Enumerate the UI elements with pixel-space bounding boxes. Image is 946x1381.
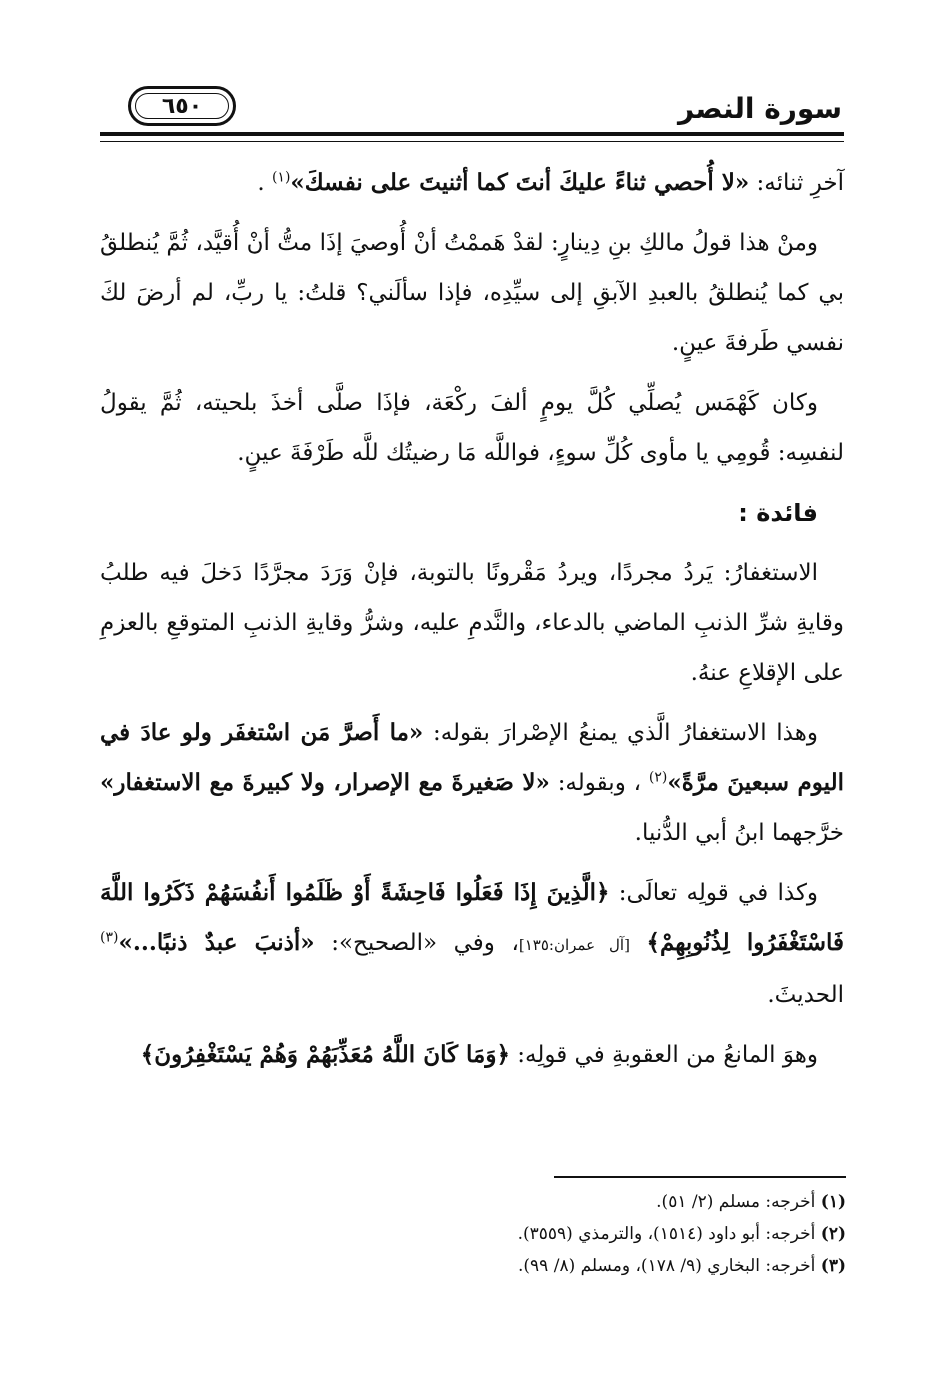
header-rule (100, 132, 844, 136)
p7-lead: وهوَ المانعُ من العقوبةِ في قولِه: (517, 1042, 818, 1068)
p6-lead: وكذا في قولِه تعالَى: (618, 880, 819, 906)
paragraph-7 (100, 1030, 844, 1080)
p5-quote-2: «لا صَغيرةَ مع الإصرار، ولا كبيرةَ مع الاستغفار» (100, 769, 550, 796)
paragraph-6 (100, 868, 844, 1020)
footnote-ref-2: (٢) (648, 769, 668, 786)
header-rule-thin (100, 141, 844, 143)
footnote-2 (102, 1218, 846, 1250)
p6-quote-2: «أذنبَ عبدٌ ذنبًا...» (118, 929, 315, 956)
p7-verse: ﴿وَمَا كَانَ اللَّهُ مُعَذِّبَهُمْ وَهُمْ يَسْتَغْفِرُونَ﴾ (140, 1041, 510, 1068)
p6-tail: الحديثَ. (767, 982, 844, 1008)
footnote-text: أخرجه: مسلم (٢/ ٥١). (656, 1192, 816, 1212)
section-heading: فائدة : (738, 499, 818, 527)
p1-quote: «لا أُحصي ثناءً عليكَ أنتَ كما أثنيتَ على نفسكَ» (290, 169, 750, 196)
footnote-number: (٣) (820, 1256, 846, 1276)
p1-lead: آخرِ ثنائه: (756, 170, 844, 196)
paragraph-2: ومنْ هذا قولُ مالكِ بنِ دِينارٍ: لقدْ هَممْتُ أنْ أُوصيَ إذَا متُّ أنْ أُقيَّد، ثُمَّ يُنطلقُ بي كما يُنطلقُ بالعبدِ الآبقِ إلى سيِّدِه، فإذا سألَني؟ قلتُ: يا ربِّ، لم أرضَ لكَ نفسي طَرفةَ عينٍ. (100, 230, 844, 356)
footnote-text: أخرجه: أبو داود (١٥١٤)، والترمذي (٣٥٥٩). (517, 1224, 816, 1244)
main-text (100, 158, 844, 1090)
p6-mid: ، وفي «الصحيح»: (331, 930, 519, 956)
footnote-3 (102, 1250, 846, 1282)
paragraph-4: الاستغفارُ: يَردُ مجردًا، ويردُ مَقْرونًا بالتوبة، فإنْ وَرَدَ مجرَّدًا دَخلَ فيه طلبُ وقايةِ شرِّ الذنبِ الماضي بالدعاء، والنَّدمِ عليه، وشرُّ وقايةِ الذنبِ المتوقعِ بالعزمِ على الإقلاعِ عنهُ. (100, 560, 844, 686)
p5-lead: وهذا الاستغفارُ الَّذي يمنعُ الإصْرارَ بقوله: (432, 720, 818, 746)
page-number-badge (128, 86, 236, 126)
page-header (100, 78, 844, 134)
p6-verse: ﴿الَّذِينَ إِذَا فَعَلُوا فَاحِشَةً أَوْ ظَلَمُوا أَنفُسَهُمْ ذَكَرُوا اللَّهَ فَاسْتَغْفَرُوا لِذُنُوبِهِمْ﴾ (100, 879, 845, 956)
footnote-number: (١) (820, 1192, 846, 1212)
footnote-ref-3: (٣) (100, 929, 119, 946)
paragraph-3: وكان كَهْمَس يُصلِّي كُلَّ يومٍ ألفَ ركْعَة، فإذَا صلَّى أخذَ بلحيته، ثُمَّ يقولُ لنفسِه: قُومِي يا مأوى كُلِّ سوءٍ، فواللَّه مَا رضيتُك للَّه طَرْفَةَ عينٍ. (100, 390, 844, 466)
footnote-ref-1: (١) (271, 169, 291, 186)
footnote-1 (102, 1186, 846, 1218)
paragraph-1 (100, 158, 844, 208)
footnote-text: أخرجه: البخاري (٩/ ١٧٨)، ومسلم (٨/ ٩٩). (517, 1256, 816, 1276)
paragraph-5 (100, 708, 844, 858)
page-number: ٦٥٠ (161, 93, 203, 119)
p1-tail: . (257, 170, 272, 196)
surah-title: سورة النصر (677, 92, 842, 125)
footnote-separator (554, 1176, 846, 1178)
p5-tail: خرَّجهما ابنُ أبي الدُّنيا. (634, 820, 844, 846)
p5-quote-1: «ما أَصرَّ مَن اسْتغفَر ولو عادَ في اليوم سبعينَ مرَّةً» (100, 719, 844, 796)
footnote-number: (٢) (820, 1224, 846, 1244)
verse-reference: [آل عمران:١٣٥] (518, 936, 630, 954)
p5-mid: ، وبقوله: (557, 770, 649, 796)
footnotes (102, 1186, 846, 1282)
